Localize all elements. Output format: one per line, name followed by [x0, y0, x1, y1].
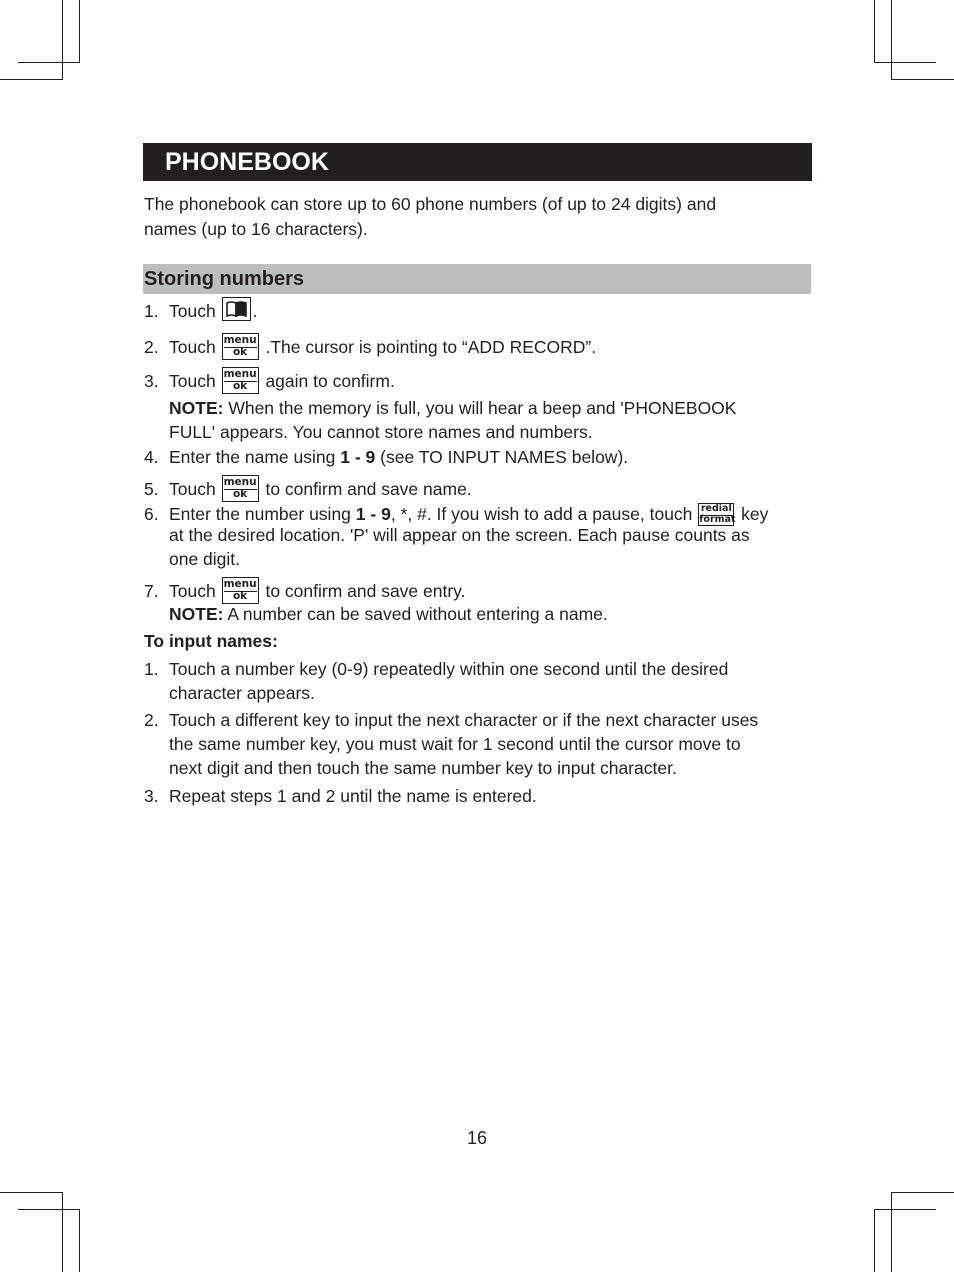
ok-key-label: ok — [232, 346, 248, 358]
menu-key-label: menu — [223, 334, 257, 346]
page-number: 16 — [466, 1128, 488, 1148]
step-number: 1. — [144, 659, 159, 679]
crop-mark — [62, 1192, 63, 1272]
step-text: again to confirm. — [265, 371, 395, 391]
step-number: 4. — [144, 447, 159, 467]
step-number: 2. — [144, 710, 159, 730]
menu-key-label: menu — [223, 578, 257, 590]
step-7 — [144, 577, 466, 604]
menu-key-label: menu — [223, 368, 257, 380]
step-text: . — [252, 301, 258, 321]
crop-mark — [79, 1209, 80, 1272]
step-text: , *, #. If you wish to add a pause, touch — [390, 504, 693, 524]
crop-mark — [79, 0, 80, 62]
note-text: When the memory is full, you will hear a beep and 'PHONEBOOK — [228, 398, 737, 418]
step-number: 6. — [144, 504, 159, 524]
phonebook-book-icon — [226, 301, 247, 317]
note-line: FULL' appears. You cannot store names and numbers. — [169, 422, 593, 442]
ok-key-label: ok — [232, 590, 248, 602]
format-key-label: format — [699, 514, 736, 525]
intro-line: The phonebook can store up to 60 phone numbers (of up to 24 digits) and — [144, 194, 717, 214]
menu-key-label: menu — [223, 476, 257, 488]
step-text: Touch — [169, 371, 216, 391]
crop-mark — [18, 62, 80, 63]
phonebook-key — [222, 297, 251, 321]
crop-mark — [874, 1209, 936, 1210]
step-1 — [144, 297, 257, 323]
crop-mark — [891, 1192, 892, 1272]
note-label: NOTE: — [169, 604, 224, 624]
crop-mark — [891, 0, 892, 80]
crop-mark — [0, 79, 62, 80]
step-number: 7. — [144, 581, 159, 601]
step-text: to confirm and save entry. — [265, 581, 466, 601]
note-line — [169, 602, 608, 626]
step-2 — [144, 333, 596, 360]
section-heading: Storing numbers — [143, 264, 811, 294]
step-number: 1. — [144, 301, 159, 321]
ok-key-label: ok — [232, 488, 248, 500]
step-text: Touch — [169, 581, 216, 601]
step-text: to confirm and save name. — [265, 479, 472, 499]
step-text: key — [741, 504, 769, 524]
input-step-3 — [144, 784, 537, 808]
page-title: PHONEBOOK — [143, 143, 812, 181]
intro-paragraph — [144, 192, 804, 241]
step-text: Touch — [169, 479, 216, 499]
step-text: Touch — [169, 301, 216, 321]
step-6-line: at the desired location. 'P' will appear on the screen. Each pause counts as — [169, 525, 750, 545]
step-number: 3. — [144, 786, 159, 806]
crop-mark — [874, 0, 875, 62]
step-text: Enter the number using — [169, 504, 351, 524]
step-bold-text: 1 - 9 — [355, 504, 391, 524]
ok-key-label: ok — [232, 380, 248, 392]
step-text: Touch a different key to input the next character or if the next character uses — [169, 710, 759, 730]
input-step-2 — [144, 708, 758, 732]
step-text: .The cursor is pointing to “ADD RECORD”. — [265, 337, 597, 357]
step-6-line: one digit. — [169, 549, 241, 569]
subheading-input-names: To input names: — [144, 631, 278, 651]
input-step-1 — [144, 657, 728, 681]
menu-ok-key — [222, 475, 259, 502]
step-text: Touch a number key (0-9) repeatedly within one second until the desired — [169, 659, 729, 679]
note-line — [169, 396, 736, 420]
crop-mark — [18, 1209, 80, 1210]
step-4 — [144, 445, 628, 469]
note-label: NOTE: — [169, 398, 224, 418]
step-text: (see TO INPUT NAMES below). — [380, 447, 629, 467]
menu-ok-key — [222, 367, 259, 394]
crop-mark — [0, 1192, 62, 1193]
step-number: 2. — [144, 337, 159, 357]
step-5 — [144, 475, 472, 502]
crop-mark — [874, 62, 936, 63]
input-step-2-line: next digit and then touch the same number key to input character. — [169, 758, 677, 778]
crop-mark — [62, 0, 63, 80]
note-text: A number can be saved without entering a name. — [227, 604, 608, 624]
crop-mark — [874, 1209, 875, 1272]
step-text: Enter the name using — [169, 447, 336, 467]
menu-ok-key — [222, 333, 259, 360]
intro-line: names (up to 16 characters). — [144, 218, 368, 239]
input-step-2-line: the same number key, you must wait for 1 second until the cursor move to — [169, 734, 741, 754]
redial-key-label: redial — [700, 503, 732, 514]
step-text: Repeat steps 1 and 2 until the name is entered. — [169, 786, 537, 806]
input-step-1-line: character appears. — [169, 683, 315, 703]
menu-ok-key — [222, 577, 259, 604]
step-text: Touch — [169, 337, 216, 357]
step-number: 3. — [144, 371, 159, 391]
step-bold-text: 1 - 9 — [340, 447, 376, 467]
crop-mark — [891, 1192, 954, 1193]
step-3 — [144, 367, 395, 394]
step-number: 5. — [144, 479, 159, 499]
crop-mark — [891, 79, 954, 80]
